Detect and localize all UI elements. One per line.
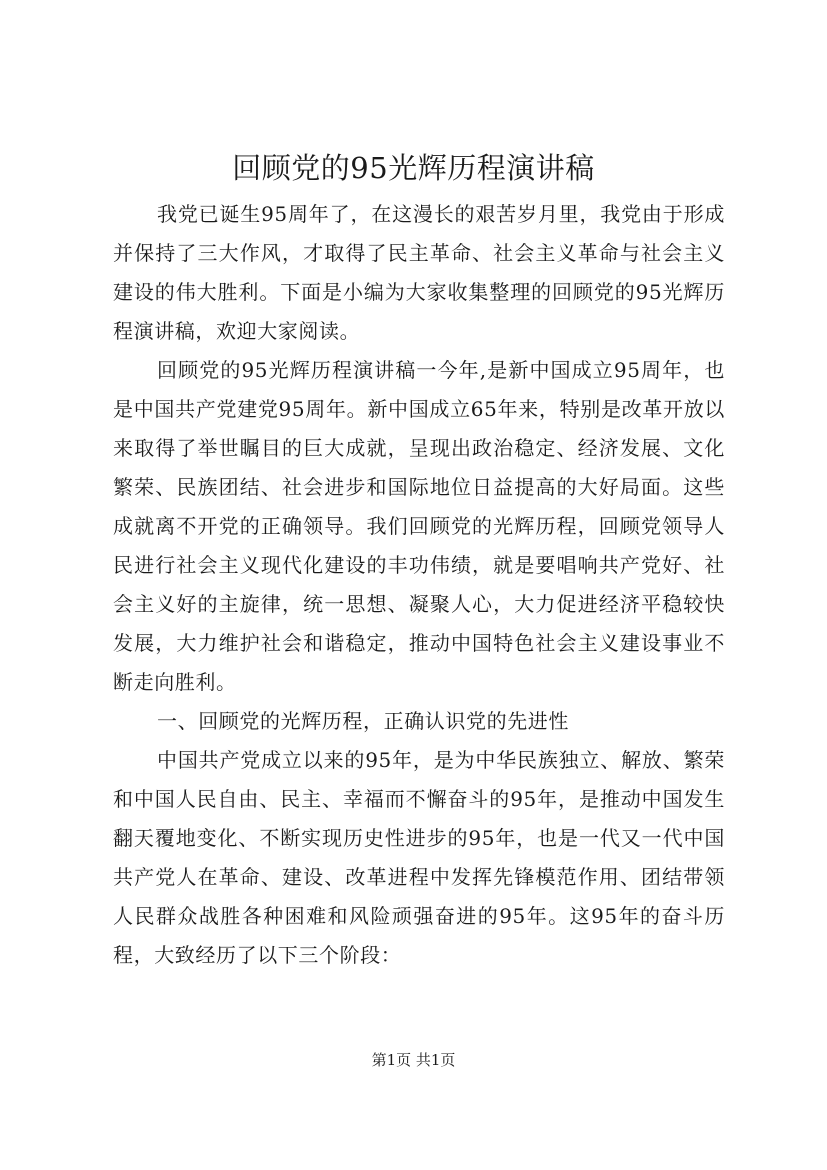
page-footer: 第1页 共1页: [371, 1051, 456, 1069]
document-body: [113, 195, 725, 975]
section-heading-one: 一、回顾党的光辉历程，正确认识党的先进性: [157, 709, 569, 733]
paragraph-intro: 我党已诞生95周年了，在这漫长的艰苦岁月里，我党由于形成并保持了三大作风，才取得了民主革命、社会主义革命与社会主义建设的伟大胜利。下面是小编为大家收集整理的回顾党的95光辉历程演讲稿，欢迎大家阅读。: [113, 202, 725, 343]
paragraph-speech-opening: 回顾党的95光辉历程演讲稿一今年,是新中国成立95周年，也是中国共产党建党95周年。新中国成立65年来，特别是改革开放以来取得了举世瞩目的巨大成就，呈现出政治稳定、经济发展、文化繁荣、民族团结、社会进步和国际地位日益提高的大好局面。这些成就离不开党的正确领导。我们回顾党的光辉历程，回顾党领导人民进行社会主义现代化建设的丰功伟绩，就是要唱响共产党好、社会主义好的主旋律，统一思想、凝聚人心，大力促进经济平稳较快发展，大力维护社会和谐稳定，推动中国特色社会主义建设事业不断走向胜利。: [113, 358, 725, 694]
paragraph-history: 中国共产党成立以来的95年，是为中华民族独立、解放、繁荣和中国人民自由、民主、幸福而不懈奋斗的95年，是推动中国发生翻天覆地变化、不断实现历史性进步的95年，也是一代又一代中国共产党人在革命、建设、改革进程中发挥先锋模范作用、团结带领人民群众战胜各种困难和风险顽强奋进的95年。这95年的奋斗历程，大致经历了以下三个阶段：: [113, 748, 725, 967]
document-title: 回顾党的95光辉历程演讲稿: [232, 151, 595, 185]
